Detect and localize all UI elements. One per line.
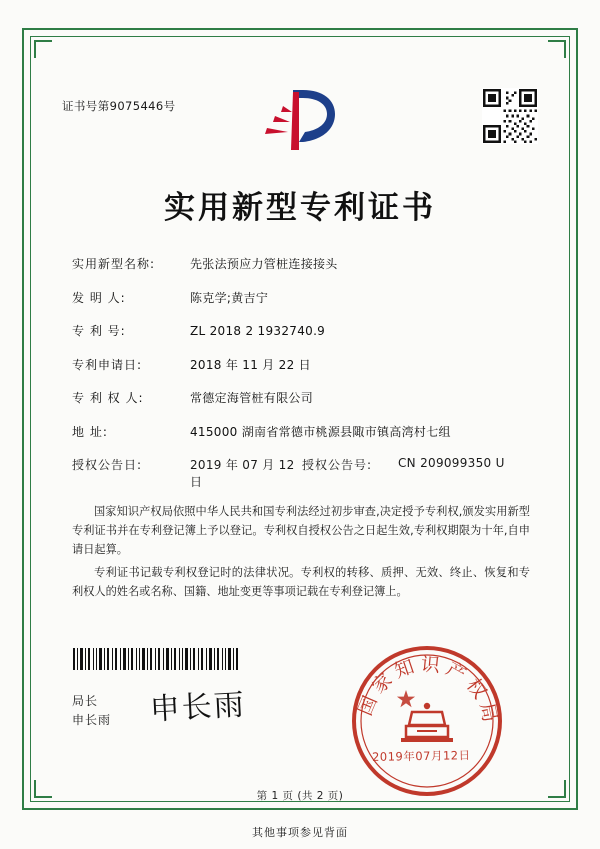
qr-code [482,88,538,144]
paragraph: 专利证书记载专利权登记时的法律状况。专利权的转移、质押、无效、终止、恢复和专利权人的姓名或名称、国籍、地址变更等事项记载在专利登记簿上。 [72,566,530,598]
field-value: 2019 年 07 月 12 日 [190,458,295,489]
announcement-row [72,456,532,490]
field-value: 2018 年 11 月 22 日 [190,357,311,372]
director-label: 局长 [72,694,99,708]
field-row [72,423,532,440]
paragraph: 国家知识产权局依照中华人民共和国专利法经过初步审查,决定授予专利权,颁发实用新型专利证书并在专利登记簿上予以登记。专利权自授权公告之日起生效,专利权期限为十年,自申请日起算。 [72,505,530,556]
field-row [72,356,532,373]
field-label: 授权公告日: [72,458,143,472]
field-value: ZL 2018 2 1932740.9 [190,324,326,338]
field-row [72,389,532,406]
field-row [72,322,532,339]
footer-note: 其他事项参见背面 [252,826,348,839]
director-block [72,692,111,730]
svg-text:国家知识产权局: 国家知识产权局 [354,653,502,729]
cnipa-logo-icon [245,86,355,156]
field-row [72,255,532,272]
official-seal [348,642,506,800]
field-value: 常德定海管桩有限公司 [190,391,314,405]
field-label: 地 址: [72,424,108,439]
field-label: 发 明 人: [72,290,126,305]
page-number: 第 1 页 (共 2 页) [256,790,344,802]
field-value: CN 209099350 U [398,456,505,470]
patent-fields [72,255,532,500]
field-label: 专 利 号: [72,324,126,338]
field-label: 专利申请日: [72,357,143,372]
announcement-date [72,456,302,490]
field-value: 415000 湖南省常德市桃源县陬市镇高湾村七组 [190,424,451,439]
field-row [72,289,532,306]
director-name: 申长雨 [72,713,112,727]
barcode [72,648,240,670]
certificate-number: 证书号第9075446号 [62,99,176,113]
seal-date: 2019年07月12日 [371,748,471,764]
field-label: 授权公告号: [302,458,373,472]
corner-ornament-top-left [34,40,52,58]
page-title: 实用新型专利证书 [164,190,436,226]
corner-ornament-top-right [548,40,566,58]
announcement-number [302,456,505,473]
handwritten-signature: 申长雨 [148,687,247,728]
field-label: 实用新型名称: [72,257,156,271]
field-value: 先张法预应力管桩连接接头 [190,257,338,271]
legal-text [72,502,530,605]
field-value: 陈克学;黄吉宁 [190,290,269,305]
field-label: 专 利 权 人: [72,391,144,405]
